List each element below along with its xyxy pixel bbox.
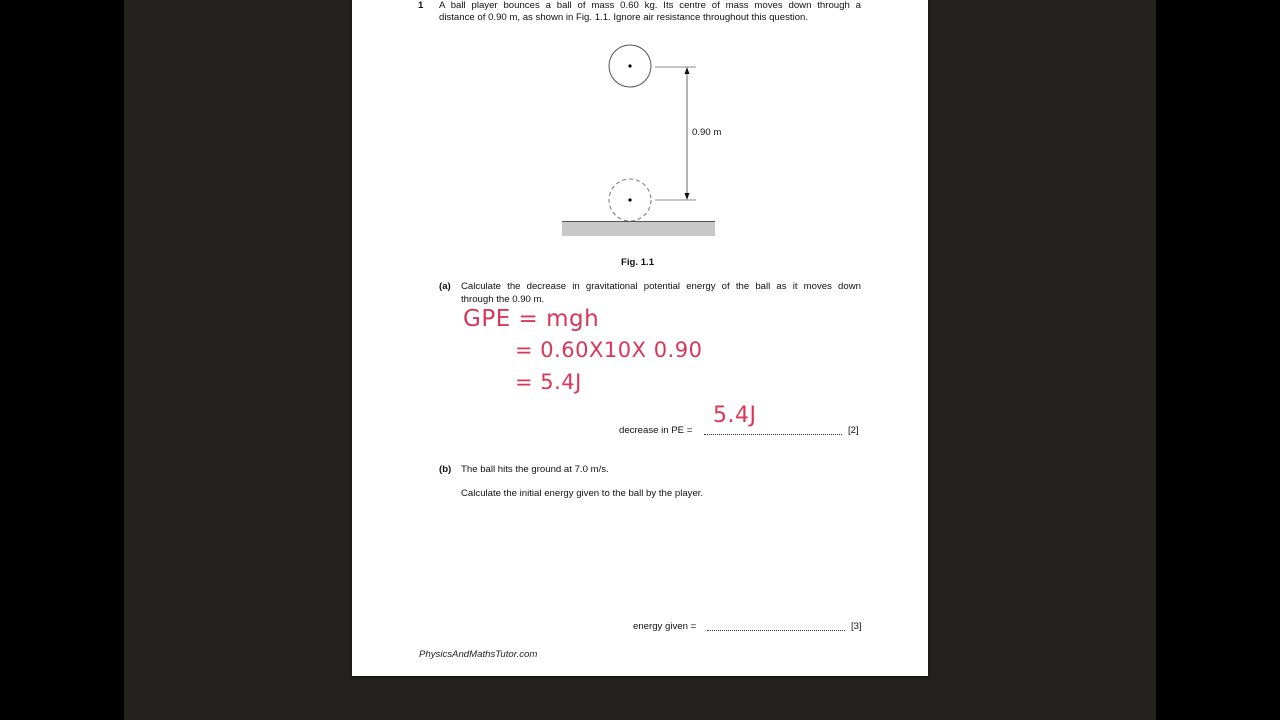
question-stem-line2: distance of 0.90 m, as shown in Fig. 1.1. Ignore air resistance throughout this question. — [439, 12, 809, 23]
question-stem-line1: A ball player bounces a ball of mass 0.60 kg. Its centre of mass moves down through a — [439, 0, 861, 11]
answer-line-energy[interactable] — [707, 621, 845, 631]
answer-label-pe: decrease in PE = — [619, 425, 693, 436]
ball-top-icon — [609, 45, 651, 87]
part-a-label: (a) — [439, 281, 451, 292]
marks-b: [3] — [851, 621, 862, 632]
double-arrow-icon — [685, 67, 690, 200]
part-b-label: (b) — [439, 464, 452, 475]
footer-source: PhysicsAndMathsTutor.com — [419, 649, 538, 660]
handwriting-substitution: = 0.60X10X 0.90 — [515, 338, 703, 362]
handwriting-gpe-formula: GPE = mgh — [463, 306, 600, 332]
handwriting-result: = 5.4J — [515, 370, 582, 394]
document-page — [352, 0, 928, 676]
part-a-line1: Calculate the decrease in gravitational potential energy of the ball as it moves down — [461, 281, 861, 292]
ball-bottom-dashed-icon — [609, 179, 651, 221]
question-number: 1 — [418, 0, 424, 11]
part-b-line2: Calculate the initial energy given to the ball by the player. — [461, 488, 704, 499]
marks-a: [2] — [848, 425, 859, 436]
dimension-label: 0.90 m — [692, 127, 722, 138]
figure-ball-drop — [552, 40, 732, 240]
part-b-line1: The ball hits the ground at 7.0 m/s. — [461, 464, 609, 475]
handwriting-answer-pe: 5.4J — [713, 403, 757, 428]
ground-icon — [562, 221, 715, 236]
part-a-line2: through the 0.90 m. — [461, 294, 545, 305]
figure-caption: Fig. 1.1 — [621, 257, 655, 268]
answer-label-energy: energy given = — [633, 621, 697, 632]
